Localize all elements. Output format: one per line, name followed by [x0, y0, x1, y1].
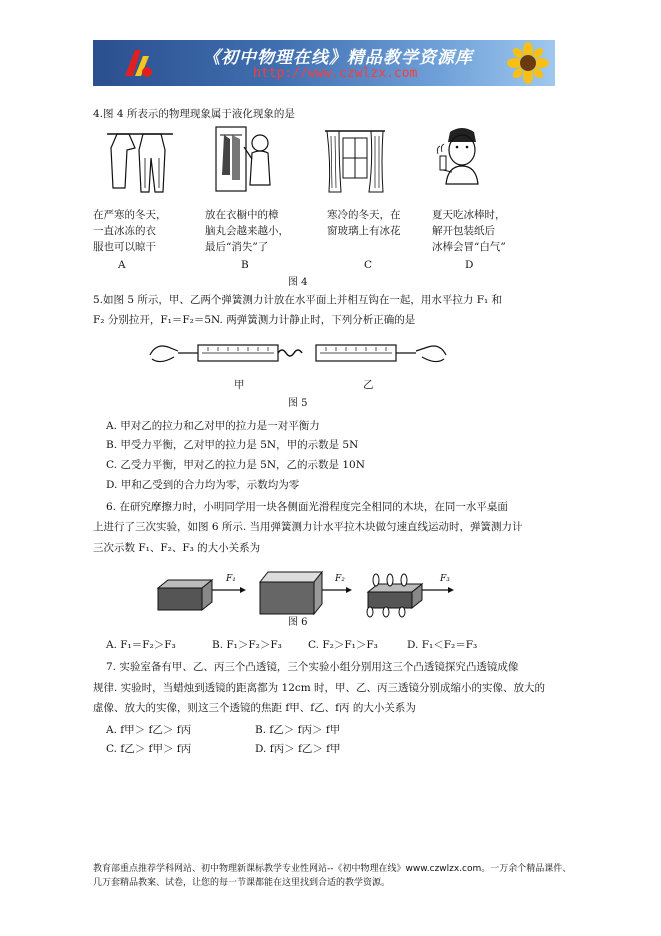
q4-option-c-letter: C [364, 259, 373, 271]
q6-option-b: B. F₁＞F₂＞F₃ [212, 639, 282, 651]
q7-stem-line2: 规律. 实验时，当蜡烛到透镜的距离都为 12cm 时，甲、乙、丙三透镜分别成缩小的实像、放大的 [93, 682, 546, 694]
window-frost-icon [325, 128, 385, 194]
q6-option-a: A. F₁＝F₂＞F₃ [106, 639, 176, 651]
force-f3-label: F₃ [440, 574, 450, 584]
q5-option-c: C. 乙受力平衡，甲对乙的拉力是 5N，乙的示数是 10N [106, 459, 365, 471]
spring-scales-figure [148, 333, 448, 373]
page-footer [93, 862, 571, 890]
q4-option-c-line1: 寒冷的冬天，在 [327, 209, 401, 221]
q4-option-b-line3: 最后“消失”了 [205, 241, 269, 253]
q6-stem-line2: 上进行了三次实验，如图 6 所示. 当用弹簧测力计水平拉木块做匀速直线运动时，弹簧测力计 [93, 521, 523, 533]
sunflower-icon [503, 42, 553, 84]
q7-stem-line1: 7. 实验室备有甲、乙、丙三个凸透镜，三个实验小组分别用这三个凸透镜探究凸透镜成像 [106, 661, 519, 673]
header-banner [93, 40, 555, 86]
site-logo-icon [121, 46, 155, 80]
frozen-clothes-icon [105, 128, 175, 198]
q4-stem: 4.图 4 所表示的物理现象属于液化现象的是 [93, 108, 295, 120]
q4-option-a-line1: 在严寒的冬天， [93, 209, 167, 221]
q7-option-d: D. f丙＞ f乙＞ f甲 [255, 743, 341, 755]
q5-option-d: D. 甲和乙受到的合力均为零，示数均为零 [106, 479, 300, 491]
q6-stem-line1: 6. 在研究摩擦力时，小明同学用一块各侧面光滑程度完全相同的木块，在同一水平桌面 [106, 501, 508, 513]
q7-option-a: A. f甲＞ f乙＞ f丙 [106, 724, 192, 736]
scale-jia-label: 甲 [234, 379, 245, 391]
boy-popsicle-icon [432, 126, 492, 194]
footer-line2: 几万套精品教案、试卷，让您的每一节课都能在这里找到合适的教学资源。 [93, 878, 391, 888]
figure-6-caption: 图 6 [288, 617, 308, 628]
q4-option-a-letter: A [118, 259, 126, 271]
q4-option-d-line3: 冰棒会冒“白气” [432, 241, 506, 253]
banner-url[interactable]: http://www.czwlzx.com [253, 66, 418, 81]
scale-yi-label: 乙 [363, 379, 374, 391]
q4-option-a-line2: 一直冰冻的衣 [93, 225, 156, 237]
footer-line1: 教育部重点推荐学科网站、初中物理新课标教学专业性网站--《初中物理在线》www.czwlzx.com。一万余个精品课件、 [93, 864, 572, 874]
q4-option-d-line1: 夏天吃冰棒时， [432, 209, 506, 221]
force-f1-label: F₁ [226, 574, 236, 584]
q6-option-c: C. F₂＞F₁＞F₃ [308, 639, 378, 651]
friction-blocks-figure [154, 568, 464, 618]
q7-stem-line3: 虚像、放大的实像，则这三个透镜的焦距 f甲、f乙、f丙 的大小关系为 [93, 702, 416, 714]
figure-4-caption: 图 4 [288, 277, 308, 288]
q6-option-d: D. F₁＜F₂＝F₃ [407, 639, 478, 651]
q6-stem-line3: 三次示数 F₁、F₂、F₃ 的大小关系为 [93, 542, 261, 554]
q4-option-c-line2: 窗玻璃上有冰花 [327, 225, 401, 237]
q7-option-c: C. f乙＞ f甲＞ f丙 [106, 743, 192, 755]
q5-option-b: B. 甲受力平衡，乙对甲的拉力是 5N，甲的示数是 5N [106, 439, 359, 451]
q5-stem-line2: F₂ 分别拉开，F₁＝F₂＝5N. 两弹簧测力计静止时，下列分析正确的是 [93, 314, 416, 326]
wardrobe-mothball-icon [210, 125, 280, 195]
q4-option-d-letter: D [465, 259, 474, 271]
q4-option-d-line2: 解开包装纸后 [432, 225, 495, 237]
q5-stem-line1: 5.如图 5 所示，甲、乙两个弹簧测力计放在水平面上并相互钩在一起，用水平拉力 F₁ 和 [93, 294, 503, 306]
q4-option-a-line3: 服也可以晾干 [93, 241, 156, 253]
q4-option-b-line1: 放在衣橱中的樟 [205, 209, 279, 221]
q7-option-b: B. f乙＞ f丙＞ f甲 [255, 724, 341, 736]
q4-option-b-letter: B [241, 259, 249, 271]
q4-option-b-line2: 脑丸会越来越小， [205, 225, 289, 237]
banner-title: 《初中物理在线》精品教学资源库 [203, 48, 473, 68]
force-f2-label: F₂ [335, 574, 345, 584]
q5-option-a: A. 甲对乙的拉力和乙对甲的拉力是一对平衡力 [106, 420, 320, 432]
figure-5-caption: 图 5 [288, 398, 308, 409]
